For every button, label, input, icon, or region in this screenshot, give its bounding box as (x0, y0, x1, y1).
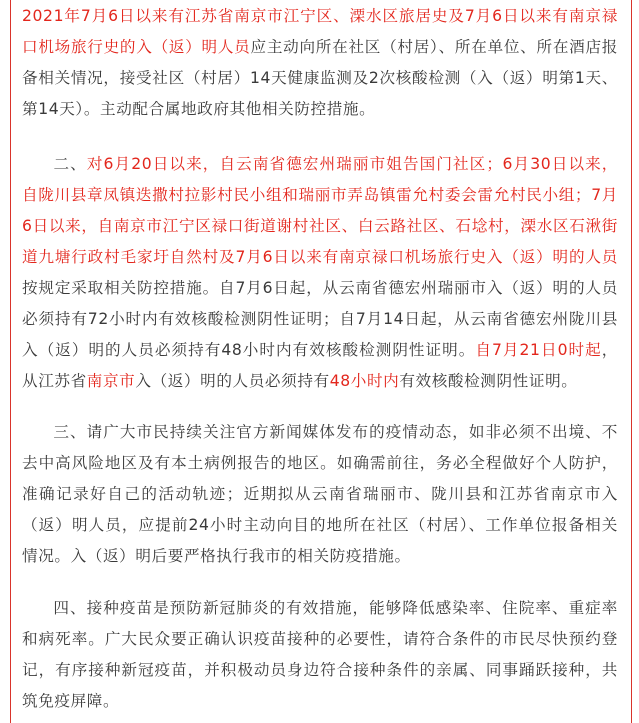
paragraph-3-text: 三、请广大市民持续关注官方新闻媒体发布的疫情动态，如非必须不出境、不去中高风险地区及有本土病例报告的地区。如确需前往，务必全程做好个人防护，准确记录好自己的活动轨迹；近期拟从云南省瑞丽市、陇川县和江苏省南京市入（返）明人员，应提前24小时主动向目的地所在社区（村居）、工作单位报备相关情况。入（返）明后要严格执行我市的相关防疫措施。 (22, 423, 618, 565)
paragraph-3 (22, 417, 618, 572)
paragraph-2-text-2: ，从江苏省 (22, 341, 618, 390)
paragraph-2-date-highlight: 自7月21日0时起 (475, 341, 602, 359)
paragraph-2-text-1: 按规定采取相关防控措施。自7月6日起，从云南省德宏州瑞丽市入（返）明的人员必须持有72小时内有效核酸检测阴性证明；自7月14日起，从云南省德宏州陇川县入（返）明的人员必须持有48小时内有效核酸检测阴性证明。 (22, 279, 618, 359)
paragraph-2-text-3: 入（返）明的人员必须持有 (135, 372, 330, 390)
paragraph-2-number: 二、 (53, 155, 87, 173)
paragraph-2-hours-highlight: 48小时内 (329, 372, 400, 390)
paragraph-4 (22, 593, 618, 717)
paragraph-1-highlight: 2021年7月6日以来有江苏省南京市江宁区、溧水区旅居史及7月6日以来有南京禄口机场旅行史的入（返）明人员 (22, 7, 618, 56)
paragraph-2-text-4: 有效核酸检测阴性证明。 (399, 372, 578, 390)
paragraph-1-text: 应主动向所在社区（村居）、所在单位、所在酒店报备相关情况，接受社区（村居）14天健康监测及2次核酸检测（入（返）明第1天、第14天）。主动配合属地政府其他相关防控措施。 (22, 38, 618, 118)
paragraph-2 (22, 149, 618, 397)
paragraph-2-highlight: 对6月20日以来，自云南省德宏州瑞丽市姐告国门社区；6月30日以来，自陇川县章凤镇迭撒村拉影村民小组和瑞丽市弄岛镇雷允村委会雷允村民小组；7月6日以来，自南京市江宁区禄口街道谢村社区、白云路社区、石埝村，溧水区石湫街道九塘行政村毛家圩自然村及7月6日以来有南京禄口机场旅行史入（返）明的人员 (22, 155, 618, 266)
paragraph-1 (22, 1, 618, 125)
paragraph-2-city-highlight: 南京市 (86, 372, 136, 390)
paragraph-4-text: 四、接种疫苗是预防新冠肺炎的有效措施，能够降低感染率、住院率、重症率和病死率。广大民众要正确认识疫苗接种的必要性，请符合条件的市民尽快预约登记，有序接种新冠疫苗，并积极动员身边符合接种条件的亲属、同事踊跃接种，共筑免疫屏障。 (22, 599, 618, 710)
